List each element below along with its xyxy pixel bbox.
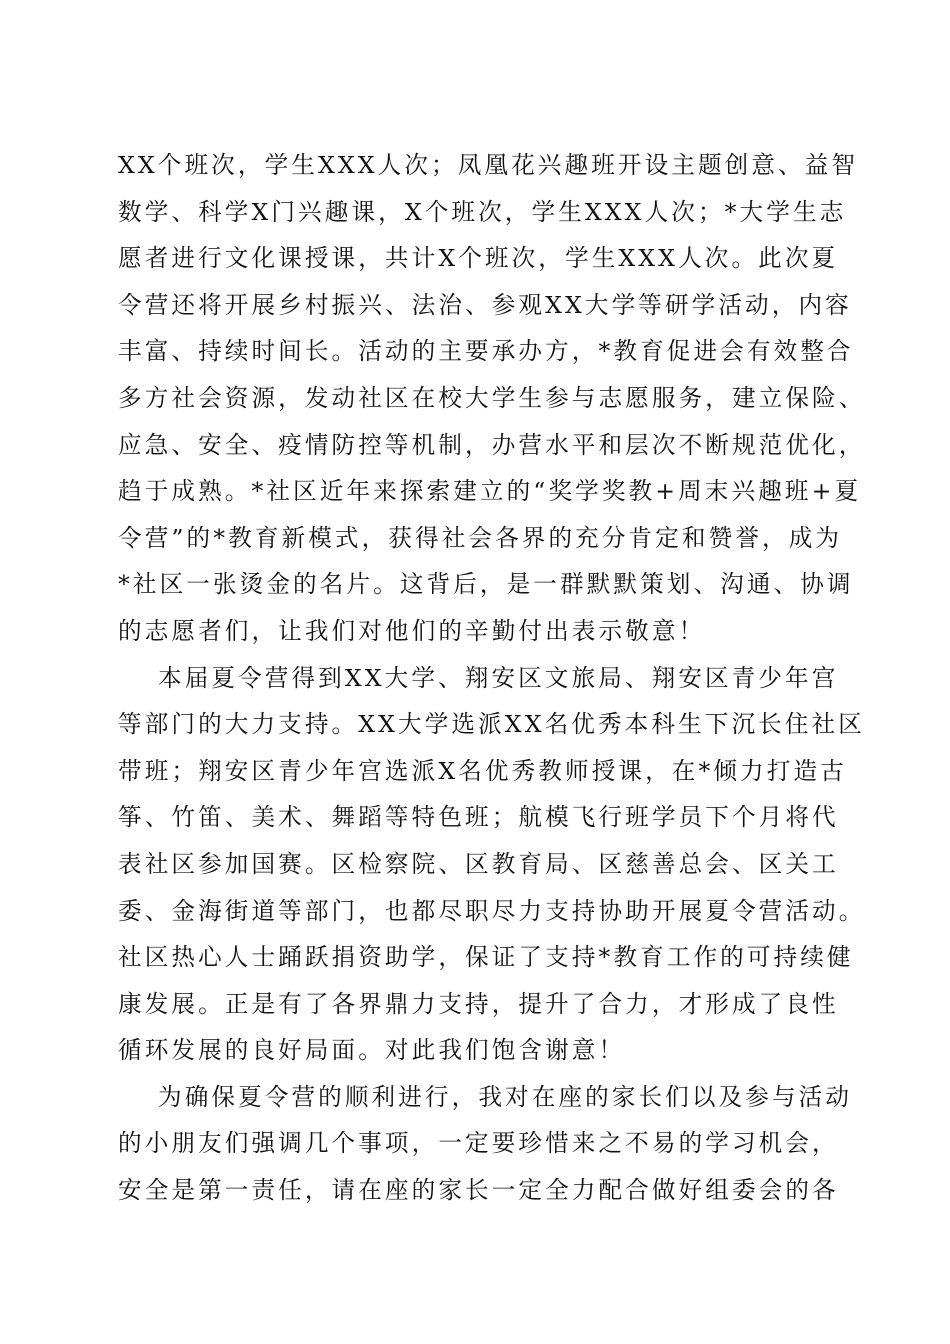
text-line: 的志愿者们，让我们对他们的辛勤付出表示敬意！ [118, 616, 706, 645]
text-line: 趋于成熟。*社区近年来探索建立的“奖学奖教+周末兴趣班+夏 [118, 477, 862, 506]
text-line: 愿者进行文化课授课，共计X个班次，学生XXX人次。此次夏 [118, 244, 839, 273]
text-line: 康发展。正是有了各界鼎力支持，提升了合力，才形成了良性 [118, 989, 839, 1018]
text-line: 等部门的大力支持。XX大学选派XX名优秀本科生下沉长住社区 [118, 710, 865, 739]
text-line: 表社区参加国赛。区检察院、区教育局、区慈善总会、区关工 [118, 849, 839, 878]
text-line: 令营”的*教育新模式，获得社会各界的充分肯定和赞誉，成为 [118, 523, 843, 552]
text-line: *社区一张烫金的名片。这背后，是一群默默策划、沟通、协调 [118, 570, 854, 599]
paragraph-3 [118, 1074, 853, 1214]
text-line: 为确保夏令营的顺利进行，我对在座的家长们以及参与活动 [158, 1082, 853, 1111]
text-line: 安全是第一责任，请在座的家长一定全力配合做好组委会的各 [118, 1176, 839, 1205]
text-line: XX个班次，学生XXX人次；凤凰花兴趣班开设主题创意、益智 [118, 151, 859, 179]
text-line: 社区热心人士踊跃捐资助学，保证了支持*教育工作的可持续健 [118, 943, 854, 972]
text-line: 令营还将开展乡村振兴、法治、参观XX大学等研学活动，内容 [118, 290, 852, 319]
text-line: 丰富、持续时间长。活动的主要承办方，*教育促进会有效整合 [118, 337, 854, 366]
text-line: 循环发展的良好局面。对此我们饱含谢意！ [118, 1036, 626, 1065]
paragraph-1 [118, 142, 866, 655]
paragraph-2 [118, 655, 866, 1074]
text-line: 本届夏令营得到XX大学、翔安区文旅局、翔安区青少年宫 [158, 663, 839, 692]
text-line: 多方社会资源，发动社区在校大学生参与志愿服务，建立保险、 [118, 383, 866, 412]
text-line: 筝、竹笛、美术、舞蹈等特色班；航模飞行班学员下个月将代 [118, 803, 839, 832]
text-line: 数学、科学X门兴趣课，X个班次，学生XXX人次；*大学生志 [118, 197, 847, 226]
text-line: 的小朋友们强调几个事项，一定要珍惜来之不易的学习机会， [118, 1129, 839, 1158]
text-line: 应急、安全、疫情防控等机制，办营水平和层次不断规范优化， [118, 430, 866, 459]
text-line: 委、金海街道等部门，也都尽职尽力支持协助开展夏令营活动。 [118, 896, 866, 925]
text-line: 带班；翔安区青少年宫选派X名优秀教师授课，在*倾力打造古 [118, 756, 847, 785]
